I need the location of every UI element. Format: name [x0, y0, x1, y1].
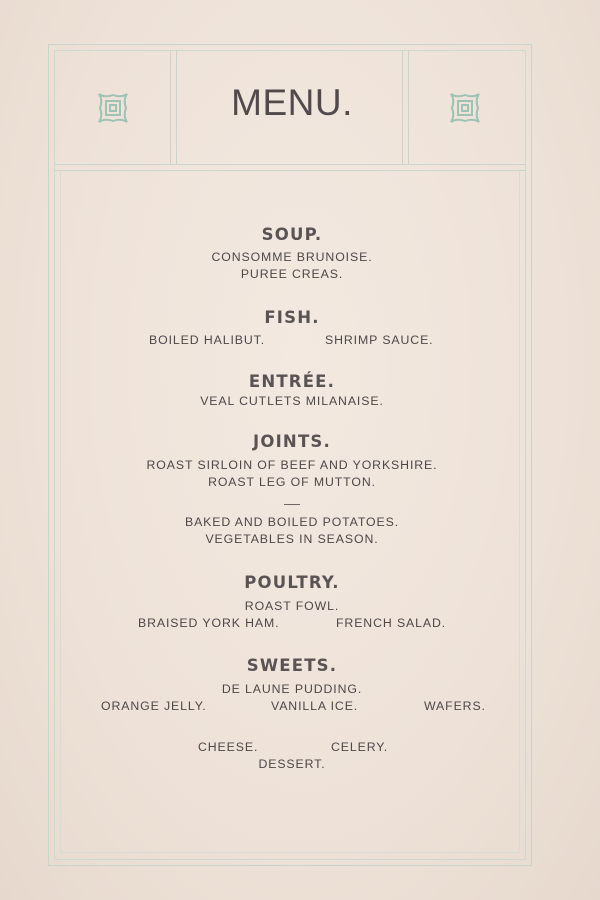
menu-item: BRAISED YORK HAM.	[138, 616, 280, 630]
separator-dash	[284, 504, 300, 505]
menu-item: SHRIMP SAUCE.	[325, 333, 434, 347]
square-flourish-icon	[95, 90, 131, 126]
menu-line: ROAST SIRLOIN OF BEEF AND YORKSHIRE.	[146, 458, 438, 472]
header-column-divider	[170, 50, 171, 164]
page-title: MENU.	[231, 82, 353, 123]
menu-item: BOILED HALIBUT.	[149, 333, 266, 347]
menu-item: WAFERS.	[424, 699, 486, 713]
menu-line: DESSERT.	[258, 757, 326, 771]
menu-item: VANILLA ICE.	[271, 699, 359, 713]
section-heading-soup: SOUP.	[261, 225, 323, 244]
menu-line: BAKED AND BOILED POTATOES.	[184, 515, 400, 529]
section-heading-fish: FISH.	[264, 308, 320, 327]
header-column-divider	[408, 50, 409, 164]
header-column-divider	[176, 50, 177, 164]
menu-line: VEAL CUTLETS MILANAISE.	[200, 394, 384, 408]
menu-item: FRENCH SALAD.	[336, 616, 447, 630]
square-flourish-icon	[447, 90, 483, 126]
section-heading-joints: JOINTS.	[253, 432, 331, 451]
section-heading-sweets: SWEETS.	[246, 656, 338, 675]
menu-item: ORANGE JELLY.	[101, 699, 207, 713]
menu-line: ROAST FOWL.	[244, 599, 340, 613]
menu-line: VEGETABLES IN SEASON.	[205, 532, 379, 546]
menu-item: CELERY.	[331, 740, 389, 754]
header-divider	[54, 164, 526, 165]
menu-line: CONSOMME BRUNOISE.	[211, 250, 373, 264]
menu-line: DE LAUNE PUDDING.	[221, 682, 363, 696]
section-heading-poultry: POULTRY.	[244, 573, 340, 592]
menu-item: CHEESE.	[198, 740, 259, 754]
menu-line: PUREE CREAS.	[240, 267, 344, 281]
section-heading-entree: ENTRÉE.	[248, 372, 336, 391]
menu-line: ROAST LEG OF MUTTON.	[208, 475, 376, 489]
